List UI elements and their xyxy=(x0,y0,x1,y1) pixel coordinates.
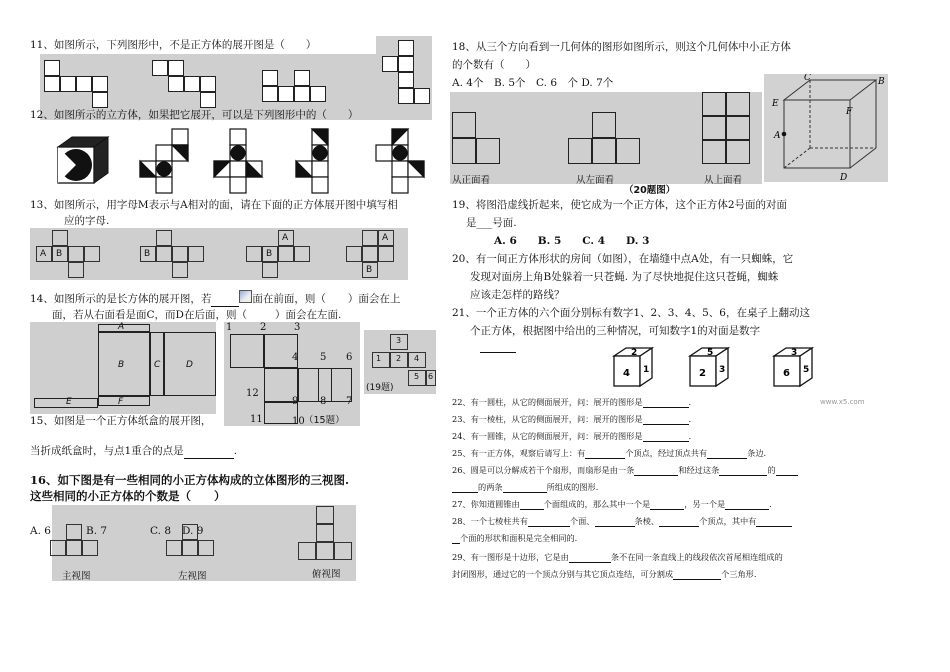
q21-text-line2: 个正方体，根据图中给出的三种情况，可知数字1的对面是数字 xyxy=(470,325,761,337)
q21-dice-figure xyxy=(600,344,840,394)
q28-text-line2: 个面的形状和面积是完全相同的. xyxy=(452,532,577,544)
q12-net-b xyxy=(214,129,262,193)
q16-text-line1: 16、如下图是有一些相同的小正方体构成的立体图形的三视图. xyxy=(30,473,350,487)
q16-option-b: B. 7 xyxy=(86,525,108,537)
q29-text-line2: 封闭图形，通过它的一个顶点分别与其它顶点连结，可分割成 个三角形. xyxy=(452,569,757,579)
q16-option-d: D. 9 xyxy=(182,525,204,537)
q26-text-line1: 26、圆是可以分解成若干个扇形，而扇形是由一条 和经过这条 的 xyxy=(452,464,798,476)
q11-text: 11、如图所示，下列图形中，不是正方体的展开图是（ ） xyxy=(30,39,317,51)
q20-text-line2: 发现对面房上角B处躲着一只苍蝇. 为了尽快地捉住这只苍蝇，蜘蛛 xyxy=(470,271,779,283)
q20-room-figure xyxy=(764,74,888,182)
q13-label-b: B xyxy=(56,249,63,259)
svg-text:1: 1 xyxy=(643,365,650,375)
svg-text:2: 2 xyxy=(699,368,706,379)
q14-text-line2: 面，若从右面看是面C，而D在后面，则（ ）面会在左面. xyxy=(52,309,342,321)
room-label-f: F xyxy=(846,107,853,117)
room-label-d: D xyxy=(840,173,848,182)
q19-options: A. 6 B. 5 C. 4 D. 3 xyxy=(494,235,650,247)
q12-cube xyxy=(58,137,108,183)
svg-text:4: 4 xyxy=(623,368,630,379)
room-label-c: C xyxy=(804,74,811,83)
q29-text-line1: 29、有一图形是十边形，它是由 条不在同一条直线上的线段依次首尾相连组成的 xyxy=(452,552,783,562)
q14-figure: A B C D E F xyxy=(30,322,216,414)
q21-answer-line xyxy=(480,352,516,353)
svg-text:5: 5 xyxy=(707,348,714,358)
svg-text:6: 6 xyxy=(783,368,790,379)
svg-text:3: 3 xyxy=(719,365,726,375)
q15-text: 15、如图是一个正方体纸盒的展开图， xyxy=(30,415,212,427)
q18-options: A. 4个 B. 5个 C. 6 个 D. 7个 xyxy=(452,77,614,89)
q12-net-d xyxy=(376,129,424,193)
q24-text: 24、有一圆锥，从它的侧面展开，问：展开的图形是 . xyxy=(452,431,692,441)
q28-text-line1: 28、一个七棱柱共有 个面、 条棱、 个顶点，其中有 xyxy=(452,515,792,527)
svg-text:2: 2 xyxy=(631,348,638,358)
q12-net-c xyxy=(296,129,328,193)
room-label-b: B xyxy=(878,77,885,87)
room-label-e: E xyxy=(772,99,779,109)
q18-caption: （20题图） xyxy=(624,185,676,196)
q25-text: 25、有一正方体，观察后请写上：有 个顶点，经过顶点共有 条边. xyxy=(452,448,767,458)
q19-text-line2: 是___号面. xyxy=(466,217,517,229)
q15-answer-line: 当折成纸盒时，与点1重合的点是 . xyxy=(30,445,238,457)
svg-text:3: 3 xyxy=(791,348,798,358)
q19-text-line1: 19、将图沿虚线折起来，使它成为一个正方体，这个正方体2号面的对面 xyxy=(452,199,788,211)
q13-label-a: A xyxy=(40,249,47,259)
svg-text:5: 5 xyxy=(803,365,810,375)
q27-text: 27、你知道圆锥由 个面组成的，那么其中一个是 ，另一个是 . xyxy=(452,499,772,509)
q14-text-line1: 14、如图所示的是长方体的展开图，若 面在前面，则（ ）面会在上 xyxy=(30,290,400,307)
q23-text: 23、有一棱柱，从它的侧面展开，问：展开的图形是 . xyxy=(452,414,692,424)
q13-text-line1: 13、如图所示，用字母M表示与A相对的面，请在下面的正方体展开图中填写相 xyxy=(30,199,398,211)
q14-face-icon xyxy=(239,290,252,303)
q13-text-line2: 应的字母. xyxy=(64,215,110,227)
watermark: www.x5.com xyxy=(820,398,865,406)
q20-text-line1: 20、有一间正方体形状的房间（如图），在墙缝中点A处，有一只蜘蛛，它 xyxy=(452,253,794,265)
q21-text-line1: 21、一个正方体的六个面分别标有数字1、2、3、4、5、6，在桌子上翻动这 xyxy=(452,307,810,319)
q12-figures xyxy=(50,125,430,195)
q16-option-c: C. 8 xyxy=(150,525,172,537)
q12-text: 12、如图所示的立方体，如果把它展开，可以是下列图形中的（ ） xyxy=(30,109,359,121)
q12-net-a xyxy=(140,129,188,193)
q15-figure: 1 2 3 4 5 6 7 8 9 10 11 12 （15题） xyxy=(224,322,360,426)
q22-text: 22、有一圆柱，从它的侧面展开，问：展开的图形是 . xyxy=(452,397,692,407)
q19-figure: 3 1 2 4 5 6 (19题) xyxy=(364,330,436,394)
q16-option-a: A. 6 xyxy=(30,525,51,537)
q16-text-line2: 这些相同的小正方体的个数是（ ） xyxy=(30,489,226,503)
q26-text-line2: 的两条 所组成的图形. xyxy=(452,481,598,493)
room-label-a: A xyxy=(774,131,781,141)
q20-text-line3: 应该走怎样的路线？ xyxy=(470,289,565,301)
q18-text-line1: 18、从三个方向看到一几何体的图形如图所示，则这个几何体中小正方体 xyxy=(452,41,791,53)
q18-text-line2: 的个数有（ ） xyxy=(452,59,536,71)
